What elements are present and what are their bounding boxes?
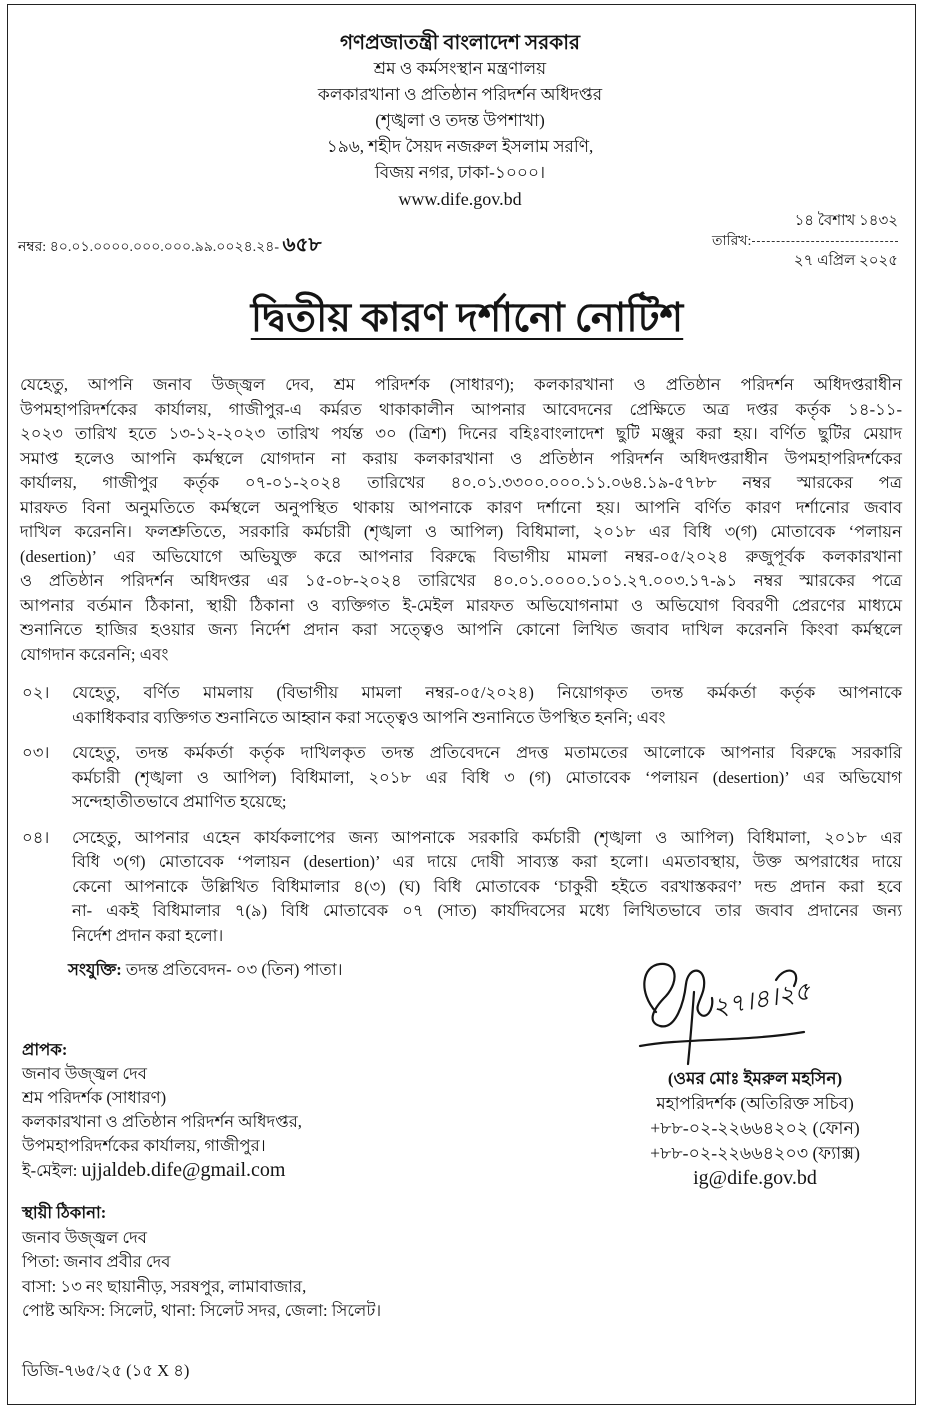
signature-stroke <box>644 964 686 1027</box>
notice-body <box>20 373 902 959</box>
clause-text <box>72 826 902 949</box>
clause-04 <box>20 826 902 949</box>
clause-line: যেহেতু, তদন্ত কর্মকর্তা কর্তৃক দাখিলকৃত তদন্ত প্রতিবেদনে প্রদত্ত মতামতের আলোকে আপনার বিরুদ্ধে সরকারি <box>72 743 902 762</box>
memo-serial: ৬৫৮ <box>282 234 322 256</box>
signature-date: ২৭।৪।২৫ <box>710 976 813 1022</box>
clause-number: ০৩। <box>22 743 50 762</box>
section-name: (শৃঙ্খলা ও তদন্ত উপশাখা) <box>375 111 545 130</box>
clause-line: যেহেতু, বর্ণিত মামলায় (বিভাগীয় মামলা নম্বর-০৫/২০২৪) নিয়োগকৃত তদন্ত কর্মকর্তা কর্তৃক আপনাকে <box>72 683 902 702</box>
notice-title <box>0 294 934 342</box>
ministry-name: শ্রম ও কর্মসংস্থান মন্ত্রণালয় <box>373 59 547 78</box>
memo-number-value: ৪০.০১.০০০০.০০০.০০০.৯৯.০০২৪.২৪- <box>49 240 280 255</box>
recipient-line: কলকারখানা ও প্রতিষ্ঠান পরিদর্শন অধিদপ্তর, <box>22 1112 302 1131</box>
print-code: ডিজি-৭৬৫/২৫ (১৫ X ৪) <box>22 1361 190 1380</box>
memo-label: নম্বর: <box>18 240 47 255</box>
handwritten-signature <box>626 950 826 1068</box>
notice-title-text: দ্বিতীয় কারণ দর্শানো নোটিশ <box>250 295 684 340</box>
recipient-line: জনাব উজ্জ্বল দেব <box>22 1064 147 1083</box>
clause-line: কেনো আপনাকে উল্লিখিত বিধিমালার ৪(৩) (ঘ) বিধি মোতাবেক ‘চাকুরী হইতে বরখাস্তকরণ’ দন্ড প্রদান করা হবে <box>72 876 902 896</box>
permanent-address-line: পোষ্ট অফিস: সিলেট, থানা: সিলেট সদর, জেলা: সিলেট। <box>22 1301 382 1320</box>
address-line-1: ১৯৬, শহীদ সৈয়দ নজরুল ইসলাম সরণি, <box>326 137 594 156</box>
paragraph-line: সমাপ্ত হলেও আপনি কর্মস্থলে যোগদান না করায় কলকারখানা ও প্রতিষ্ঠান পরিদর্শন অধিদপ্তরাধীন উপমহাপরিদর্শকের <box>20 448 902 468</box>
date-gregorian: ২৭ এপ্রিল ২০২৫ <box>793 253 898 269</box>
attachment-note <box>68 958 343 982</box>
date-bangla: ১৪ বৈশাখ ১৪৩২ <box>794 213 898 229</box>
paragraph-line: ও প্রতিষ্ঠান পরিদর্শন অধিদপ্তর এর ১৫-০৮-২০২৪ তারিখের ৪০.০১.০০০০.১০১.২৭.০০৩.১৭-৯১ নম্বর স্মারকের পত্রে <box>20 571 902 590</box>
paragraph-line: দাখিল করেননি। ফলশ্রুতিতে, সরকারি কর্মচারী (শৃঙ্খলা ও আপিল) বিধিমালা, ২০১৮ এর বিধি ৩(গ) মোতাবেক ‘পলায়ন <box>20 522 902 541</box>
clause-number: ০৪। <box>22 827 50 847</box>
signatory-designation: মহাপরিদর্শক (অতিরিক্ত সচিব) <box>656 1094 854 1113</box>
clause-02 <box>20 681 902 730</box>
clause-line: একাধিকবার ব্যক্তিগত শুনানিতে আহ্বান করা সত্ত্বেও আপনি শুনানিতে উপস্থিত হননি; এবং <box>72 707 666 727</box>
recipient-block <box>22 1038 302 1183</box>
department-name: কলকারখানা ও প্রতিষ্ঠান পরিদর্শন অধিদপ্তর <box>317 85 603 104</box>
government-name: গণপ্রজাতন্ত্রী বাংলাদেশ সরকার <box>339 32 581 54</box>
letterhead <box>0 30 920 212</box>
website: www.dife.gov.bd <box>398 189 522 209</box>
permanent-address-line: জনাব উজ্জ্বল দেব <box>22 1227 147 1247</box>
clause-line: সেহেতু, আপনার এহেন কার্যকলাপের জন্য আপনাকে সরকারি কর্মচারী (শৃঙ্খলা ও আপিল) বিধিমালা, ২০১৮ এর <box>72 827 902 847</box>
signatory-email: ig@dife.gov.bd <box>693 1167 817 1189</box>
clause-number: ০২। <box>22 683 50 702</box>
signatory-name: (ওমর মোঃ ইমরুল মহসিন) <box>667 1069 843 1088</box>
clause-line: কর্মচারী (শৃঙ্খলা ও আপিল) বিধিমালা, ২০১৮ এর বিধি ৩ (গ) মোতাবেক ‘পলায়ন (desertion)’ এর অভিযোগ <box>72 767 902 787</box>
recipient-label: প্রাপক: <box>22 1040 68 1059</box>
paragraph-line: (desertion)’ এর অভিযোগে অভিযুক্ত করে আপনার বিরুদ্ধে বিভাগীয় মামলা নম্বর-০৫/২০২৪ রুজুপূর্বক কলকারখানা <box>20 546 902 566</box>
clause-03 <box>20 741 902 815</box>
signature-stroke <box>686 971 712 1016</box>
recipient-email-line <box>22 1158 302 1183</box>
signatory-fax: +৮৮-০২-২২৬৬৪২০৩ (ফ্যাক্স) <box>650 1143 860 1163</box>
paragraph-line: কার্যালয়, গাজীপুর কর্তৃক ০৭-০১-২০২৪ তারিখের ৪০.০১.৩৩০০.০০০.১১.০৬৪.১৯-৫৭৮৮ নম্বর স্মারকের পত্র <box>20 473 902 492</box>
recipient-email: ujjaldeb.dife@gmail.com <box>81 1159 286 1181</box>
intro-paragraph <box>20 373 902 667</box>
paragraph-line: ২০২৩ তারিখ হতে ১৩-১২-২০২৩ তারিখ পর্যন্ত ৩০ (ত্রিশ) দিনের বহিঃবাংলাদেশ ছুটি মঞ্জুর করা হয়। বর্ণিত ছুটির মেয়াদ <box>20 424 902 443</box>
attachment-label: সংযুক্তি: <box>68 960 122 979</box>
attachment-text: তদন্ত প্রতিবেদন- ০৩ (তিন) পাতা। <box>125 960 343 979</box>
address-line-2: বিজয় নগর, ঢাকা-১০০০। <box>374 163 546 182</box>
date-label: তারিখ: <box>712 234 752 249</box>
recipient-line: উপমহাপরিদর্শকের কার্যালয়, গাজীপুর। <box>22 1136 266 1155</box>
clause-text <box>72 741 902 815</box>
clause-line: না- একই বিধিমালার ৭(৯) বিধি মোতাবেক ০৭ (সাত) কার্যদিবসের মধ্যে লিখিতভাবে তার জবাব প্রদানের জন্য <box>72 901 902 920</box>
paragraph-line: উপমহাপরিদর্শকের কার্যালয়, গাজীপুর-এ কর্মরত থাকাকালীন আপনার আবেদনের প্রেক্ষিতে অত্র দপ্তর কর্তৃক ১৪-১১- <box>20 399 902 419</box>
paragraph-line: মারফত বিনা অনুমতিতে কর্মস্থলে অনুপস্থিত থাকায় আপনাকে কারণ দর্শানো হয়। আপনি বর্ণিত কারণ দর্শানোর জবাব <box>20 497 902 517</box>
clause-text <box>72 681 902 730</box>
permanent-address-line: পিতা: জনাব প্রবীর দেব <box>22 1252 171 1271</box>
date-values <box>752 210 898 272</box>
clause-line: সন্দেহাতীতভাবে প্রমাণিত হয়েছে; <box>72 792 287 811</box>
permanent-address-block <box>22 1201 381 1324</box>
signatory-block <box>600 1066 910 1191</box>
clause-line: বিধি ৩(গ) মোতাবেক ‘পলায়ন (desertion)’ এর দায়ে দোষী সাব্যস্ত করা হলো। এমতাবস্থায়, উক্ত অপরাধের দায়ে <box>72 852 902 871</box>
recipient-line: শ্রম পরিদর্শক (সাধারণ) <box>22 1088 167 1107</box>
signature-stroke <box>640 1032 804 1046</box>
date-block <box>712 210 898 272</box>
recipient-email-label: ই-মেইল: <box>22 1161 78 1180</box>
paragraph-line: আপনার বর্তমান ঠিকানা, স্থায়ী ঠিকানা ও ব্যক্তিগত ই-মেইল মারফত অভিযোগনামা ও অভিযোগ বিবরণী প্রেরণের মাধ্যমে <box>20 595 902 615</box>
paragraph-line: যোগদান করেননি; এবং <box>20 644 169 664</box>
permanent-address-label: স্থায়ী ঠিকানা: <box>22 1203 107 1222</box>
paragraph-line: যেহেতু, আপনি জনাব উজ্জ্বল দেব, শ্রম পরিদর্শক (সাধারণ); কলকারখানা ও প্রতিষ্ঠান পরিদর্শন অধিদপ্তরাধীন <box>20 375 902 394</box>
date-separator <box>752 241 898 242</box>
memo-number <box>18 232 321 261</box>
signature-stroke <box>688 992 694 1064</box>
clause-line: নির্দেশ প্রদান করা হলো। <box>72 925 224 945</box>
signatory-phone: +৮৮-০২-২২৬৬৪২০২ (ফোন) <box>650 1118 860 1138</box>
paragraph-line: শুনানিতে হাজির হওয়ার জন্য নির্দেশ প্রদান করা সত্ত্বেও আপনি কোনো লিখিত জবাব দাখিল করেননি কিংবা কর্মস্থলে <box>20 620 902 639</box>
permanent-address-line: বাসা: ১৩ নং ছায়ানীড়, সরষপুর, লামাবাজার, <box>22 1276 307 1296</box>
